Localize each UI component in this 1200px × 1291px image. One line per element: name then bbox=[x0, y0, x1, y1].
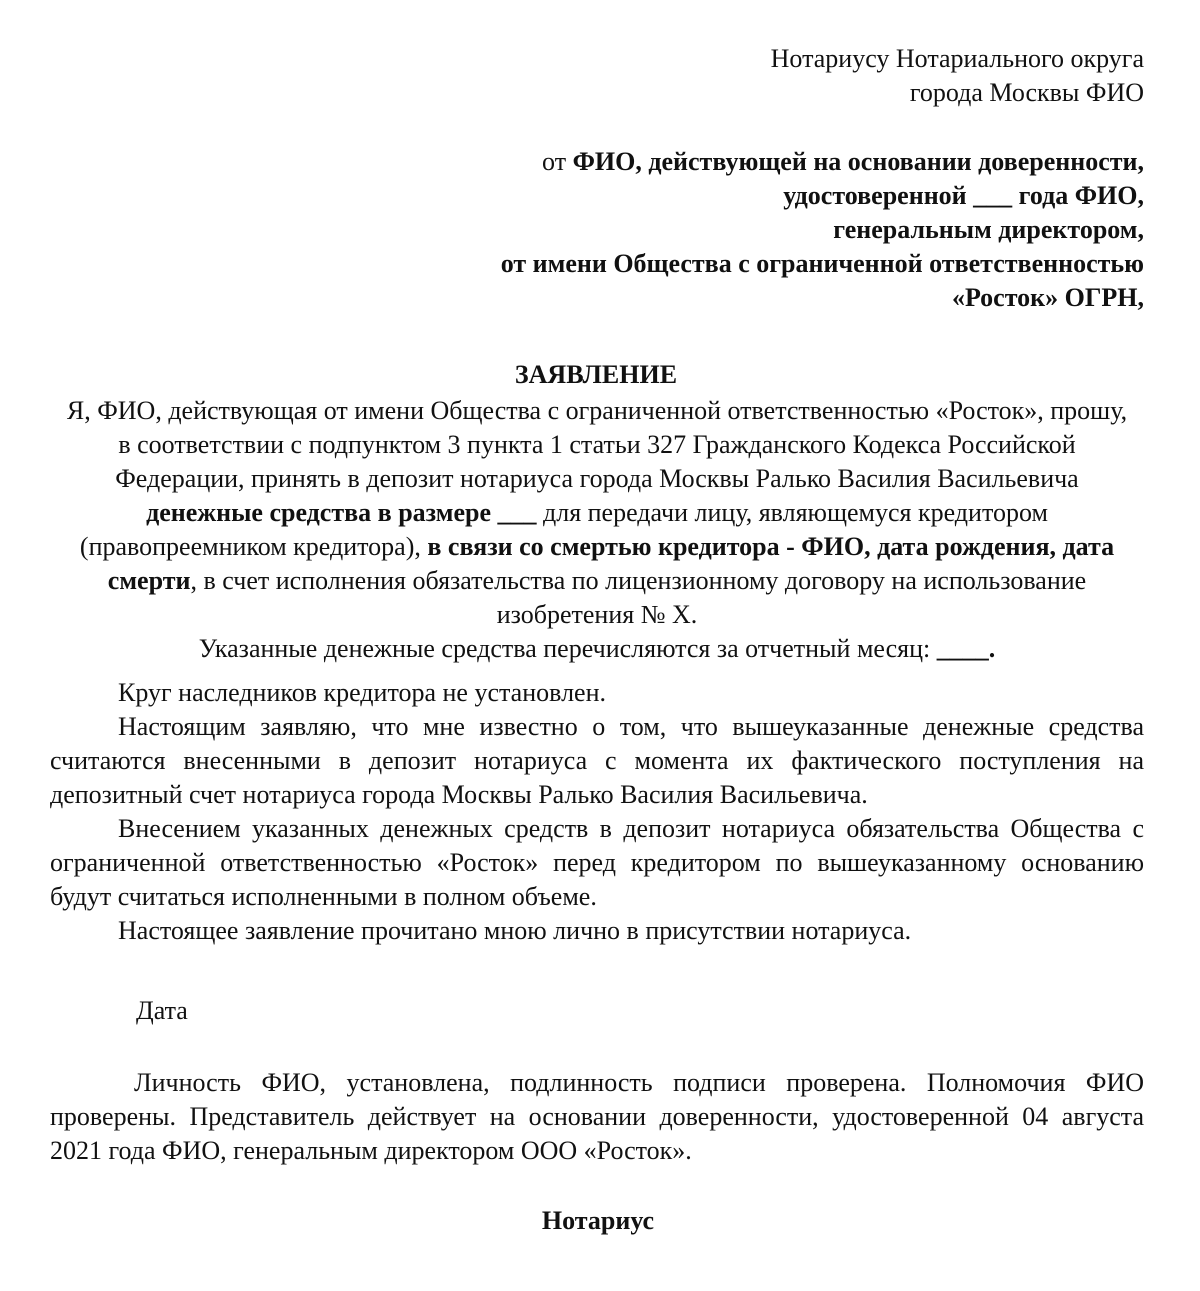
amount-purpose: для передачи лицу, являющемуся кредитором bbox=[536, 498, 1048, 527]
sender-line: удостоверенной ___ года ФИО, bbox=[783, 181, 1144, 210]
declaration-paragraph: Настоящим заявляю, что мне известно о том, что вышеуказанные денежные средства считаются внесенными в депозит нотариуса с момента их фактического поступления на депозитный счет нотариуса города Москвы Ралько Василия Васильевича. bbox=[50, 712, 1144, 809]
addressee-line: Нотариусу Нотариального округа bbox=[770, 44, 1144, 73]
statement-line bbox=[52, 496, 1142, 530]
read-paragraph: Настоящее заявление прочитано мною лично в присутствии нотариуса. bbox=[118, 916, 912, 945]
statement-line: изобретения № Х. bbox=[496, 600, 698, 629]
addressee-block bbox=[771, 42, 1144, 110]
successor-text: (правопреемником кредитора), bbox=[79, 532, 428, 561]
certification-paragraph: Личность ФИО, установлена, подлинность подписи проверена. Полномочия ФИО проверены. Представитель действует на основании доверенности, удостоверенной 04 августа 2021 года ФИО, генеральным директором ООО «Росток». bbox=[50, 1068, 1144, 1165]
sender-block bbox=[501, 145, 1144, 315]
statement-line: Я, ФИО, действующая от имени Общества с ограниченной ответственностью «Росток», прошу, bbox=[66, 396, 1128, 425]
sender-line bbox=[501, 145, 1144, 179]
death-text: в связи со смертью кредитора - ФИО, дата рождения, дата bbox=[427, 532, 1115, 561]
notary-signature-label: Нотариус bbox=[541, 1206, 655, 1235]
statement-line: Федерации, принять в депозит нотариуса города Москвы Ралько Василия Васильевича bbox=[115, 464, 1079, 493]
sender-line: от имени Общества с ограниченной ответственностью bbox=[500, 249, 1144, 278]
month-blank: ____. bbox=[936, 634, 996, 663]
statement-line bbox=[52, 564, 1142, 598]
sender-prefix: от bbox=[542, 147, 573, 176]
sender-line: генеральным директором, bbox=[833, 215, 1144, 244]
amount-text: денежные средства в размере ___ bbox=[146, 498, 537, 527]
obligation-text: , в счет исполнения обязательства по лицензионному договору на использование bbox=[190, 566, 1087, 595]
sender-line: «Росток» ОГРН, bbox=[951, 283, 1144, 312]
date-label: Дата bbox=[136, 996, 188, 1025]
addressee-line: города Москвы ФИО bbox=[909, 78, 1144, 107]
statement-line bbox=[52, 632, 1142, 666]
statement-line bbox=[52, 530, 1142, 564]
sender-name: ФИО, действующей на основании доверенности, bbox=[572, 147, 1144, 176]
heirs-paragraph: Круг наследников кредитора не установлен. bbox=[118, 678, 606, 707]
document-title: ЗАЯВЛЕНИЕ bbox=[514, 360, 678, 389]
statement-block bbox=[52, 394, 1142, 666]
month-text: Указанные денежные средства перечисляются за отчетный месяц: bbox=[198, 634, 937, 663]
fulfillment-paragraph: Внесением указанных денежных средств в депозит нотариуса обязательства Общества с ограниченной ответственностью «Росток» перед кредитором по вышеуказанному основанию будут считаться исполненными в полном объеме. bbox=[50, 814, 1144, 911]
death-text-end: смерти bbox=[107, 566, 191, 595]
statement-line: в соответствии с подпунктом 3 пункта 1 статьи 327 Гражданского Кодекса Российской bbox=[118, 430, 1076, 459]
body-paragraphs bbox=[50, 676, 1144, 948]
